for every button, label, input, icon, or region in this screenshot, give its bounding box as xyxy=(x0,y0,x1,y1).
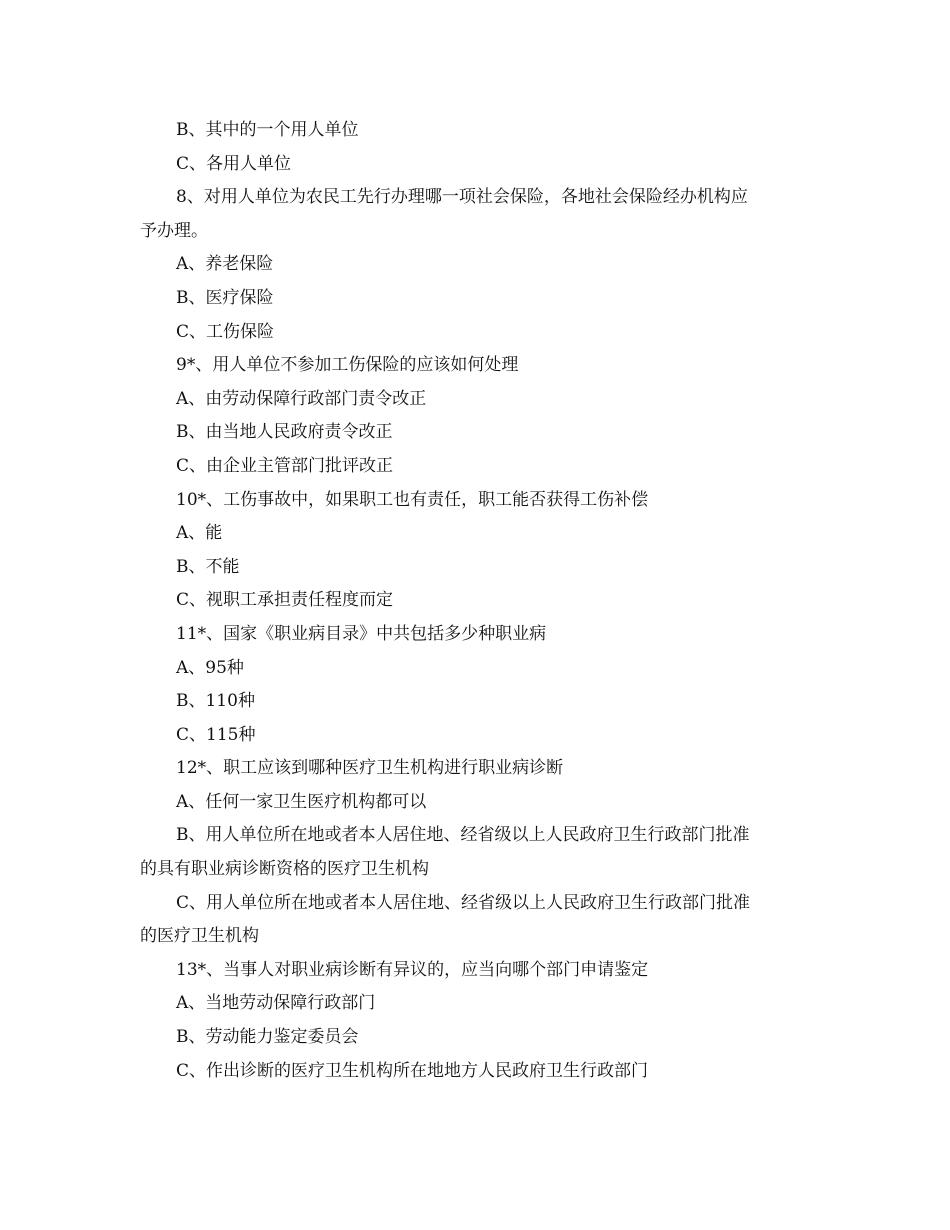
text-line: C、115种 xyxy=(176,724,256,745)
text-line: C、视职工承担责任程度而定 xyxy=(176,590,394,611)
text-line-continuation: 的医疗卫生机构 xyxy=(140,926,259,947)
text-line: B、由当地人民政府责令改正 xyxy=(176,422,393,443)
text-line: 11*、国家《职业病目录》中共包括多少种职业病 xyxy=(176,623,547,644)
text-line: A、95种 xyxy=(176,657,244,678)
text-line: A、养老保险 xyxy=(176,254,274,275)
text-line: A、当地劳动保障行政部门 xyxy=(176,993,376,1014)
text-line: B、用人单位所在地或者本人居住地、经省级以上人民政府卫生行政部门批准 xyxy=(176,825,750,846)
text-line-continuation: 的具有职业病诊断资格的医疗卫生机构 xyxy=(140,859,429,880)
text-line: A、能 xyxy=(176,523,223,544)
text-line: C、工伤保险 xyxy=(176,321,275,342)
text-line: B、110种 xyxy=(176,691,255,712)
text-line: 8、对用人单位为农民工先行办理哪一项社会保险，各地社会保险经办机构应 xyxy=(176,187,748,208)
text-line: C、作出诊断的医疗卫生机构所在地地方人民政府卫生行政部门 xyxy=(176,1060,649,1081)
text-line: 13*、当事人对职业病诊断有异议的，应当向哪个部门申请鉴定 xyxy=(176,959,649,980)
text-line: 12*、职工应该到哪种医疗卫生机构进行职业病诊断 xyxy=(176,758,564,779)
text-line: B、其中的一个用人单位 xyxy=(176,120,359,140)
text-line: C、由企业主管部门批评改正 xyxy=(176,455,394,476)
text-line: A、任何一家卫生医疗机构都可以 xyxy=(176,791,427,812)
document-body xyxy=(140,114,812,1088)
text-line: B、不能 xyxy=(176,556,240,577)
text-line: 10*、工伤事故中，如果职工也有责任，职工能否获得工伤补偿 xyxy=(176,489,649,510)
text-line: A、由劳动保障行政部门责令改正 xyxy=(176,388,427,409)
text-line: C、用人单位所在地或者本人居住地、经省级以上人民政府卫生行政部门批准 xyxy=(176,892,751,913)
text-line: 9*、用人单位不参加工伤保险的应该如何处理 xyxy=(176,355,519,376)
text-line: B、医疗保险 xyxy=(176,287,274,308)
text-line: B、劳动能力鉴定委员会 xyxy=(176,1027,359,1048)
text-line-continuation: 予办理。 xyxy=(140,220,208,241)
text-line: C、各用人单位 xyxy=(176,153,292,174)
